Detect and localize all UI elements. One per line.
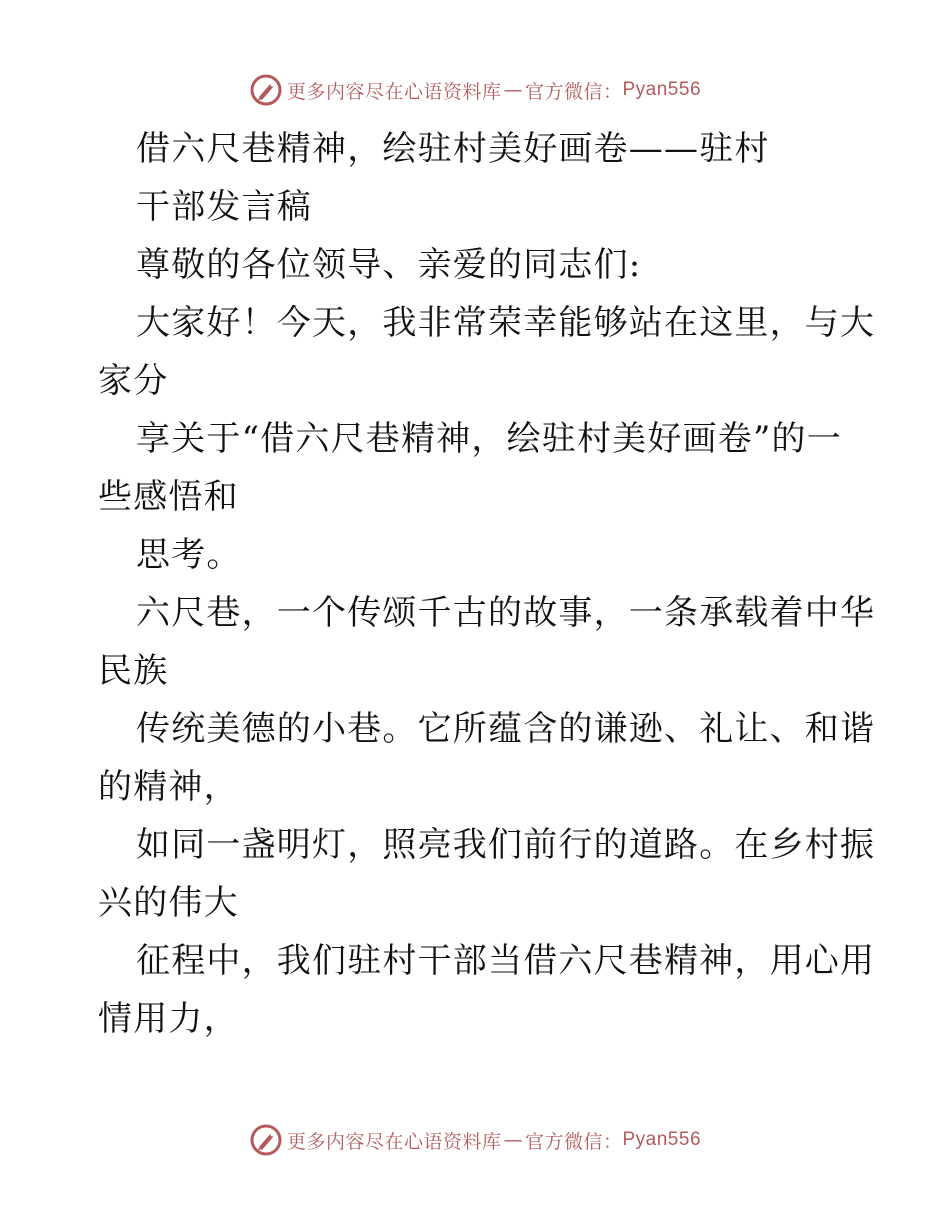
text-line: 民族 — [98, 651, 169, 691]
footer-banner — [0, 1120, 950, 1160]
text-line: 的精神， — [98, 767, 239, 807]
text-line: 借六尺巷精神，绘驻村美好画卷——驻村 — [136, 129, 770, 169]
text-line: 征程中，我们驻村干部当借六尺巷精神，用心用 — [136, 941, 876, 981]
text-line: 干部发言稿 — [136, 187, 312, 227]
header-banner — [0, 70, 950, 110]
text-line: 兴的伟大 — [98, 883, 239, 923]
text-line: 大家好！今天，我非常荣幸能够站在这里，与大 — [136, 303, 876, 343]
banner-wechat-id: Pyan556 — [622, 79, 702, 100]
banner-dash: — — [503, 79, 523, 101]
fountain-pen-logo-icon — [249, 73, 283, 107]
text-line: 传统美德的小巷。它所蕴含的谦逊、礼让、和谐 — [136, 709, 876, 749]
banner-wechat-label: 官方微信： — [524, 80, 623, 103]
banner-wechat-label: 官方微信： — [524, 1130, 623, 1153]
banner-wechat-id: Pyan556 — [622, 1129, 702, 1150]
banner-main-text: 更多内容尽在心语资料库 — [286, 1130, 502, 1153]
text-line: 如同一盏明灯，照亮我们前行的道路。在乡村振 — [136, 825, 876, 865]
text-line: 思考。 — [136, 535, 242, 575]
text-line: 情用力， — [98, 999, 239, 1039]
text-line: 些感悟和 — [98, 477, 239, 517]
banner-dash: — — [503, 1129, 523, 1151]
banner-main-text: 更多内容尽在心语资料库 — [286, 80, 502, 103]
text-line: 享关于“借六尺巷精神，绘驻村美好画卷”的一 — [136, 419, 842, 459]
text-line: 家分 — [98, 361, 169, 401]
text-line: 尊敬的各位领导、亲爱的同志们: — [136, 245, 642, 285]
text-line: 六尺巷，一个传颂千古的故事，一条承载着中华 — [136, 593, 876, 633]
fountain-pen-logo-icon — [249, 1123, 283, 1157]
document-body — [98, 120, 876, 1048]
